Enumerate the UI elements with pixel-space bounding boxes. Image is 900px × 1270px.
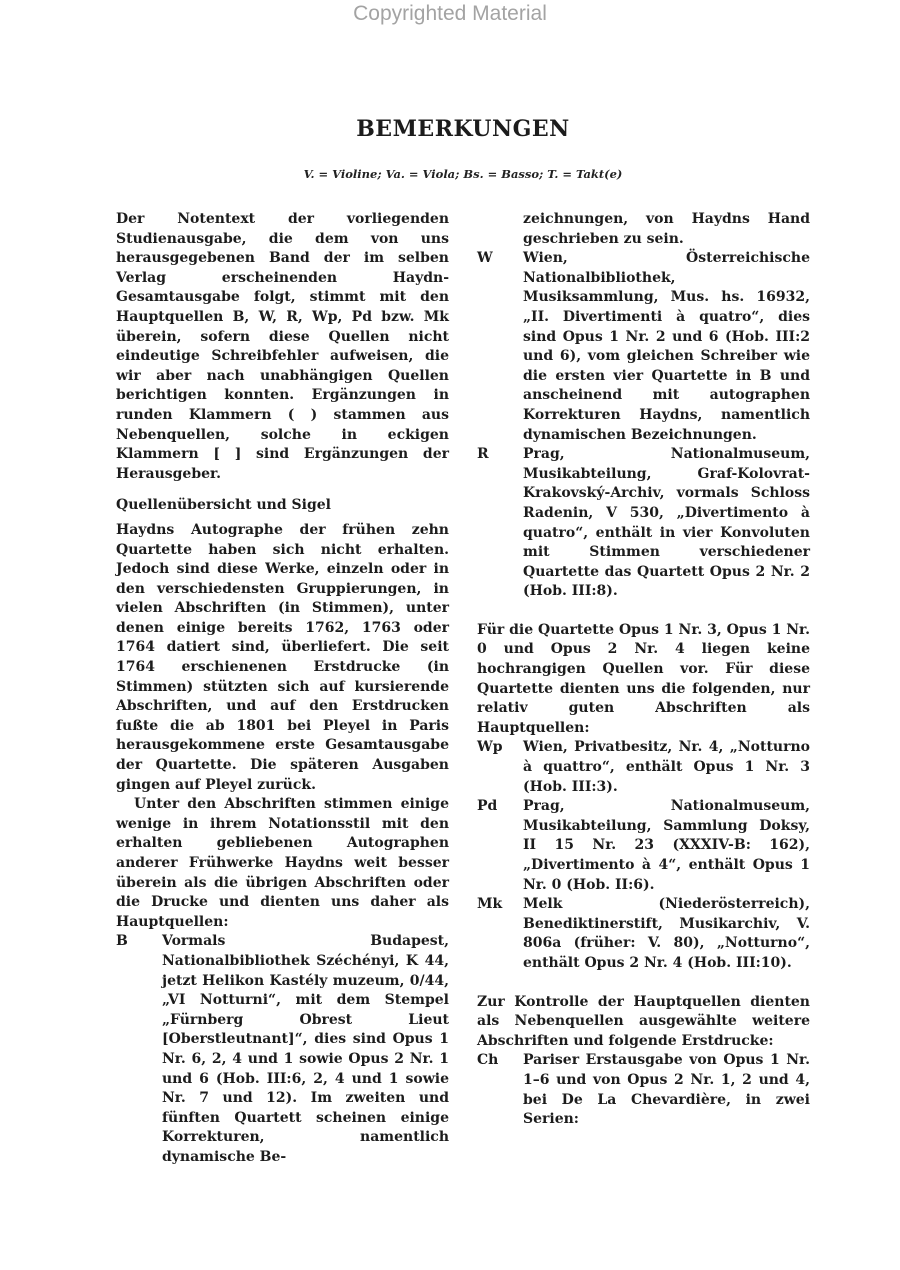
secondary-sources-paragraph: Für die Quartette Opus 1 Nr. 3, Opus 1 Nr. 0 und Opus 2 Nr. 4 liegen keine hochrangigen Quellen vor. Für diese Quartette dienten uns die folgenden, nur relativ guten Abschriften als Hauptquellen: <box>477 621 810 736</box>
source-entry-r <box>477 445 810 602</box>
source-sigel: Wp <box>477 739 503 756</box>
source-entry-pd <box>477 797 810 895</box>
source-description: Wien, Österreichische Nationalbibliothek, Musiksammlung, Mus. hs. 16932, „II. Divertimenti à quatro“, dies sind Opus 1 Nr. 2 und 6 (Hob. III:2 und 6), vom gleichen Schreiber wie die ersten vier Quartette in B und anscheinend mit autographen Korrekturen Haydns, namentlich dynamischen Bezeichnungen. <box>523 250 810 443</box>
watermark-text: Copyrighted Material <box>353 2 547 25</box>
source-entry-wp <box>477 738 810 797</box>
source-sigel: Ch <box>477 1052 499 1069</box>
source-entry-w <box>477 249 810 445</box>
source-description: zeichnungen, von Haydns Hand geschrieben zu sein. <box>523 211 810 247</box>
source-description: Wien, Privatbesitz, Nr. 4, „Notturno à quattro“, enthält Opus 1 Nr. 3 (Hob. III:3). <box>523 739 810 795</box>
section-heading: Quellenübersicht und Sigel <box>116 497 331 514</box>
page-edge <box>892 0 900 1270</box>
source-sigel: W <box>477 250 493 267</box>
control-sources-paragraph: Zur Kontrolle der Hauptquellen dienten als Nebenquellen ausgewählte weitere Abschriften und folgende Erstdrucke: <box>477 993 810 1049</box>
right-column <box>477 210 810 1130</box>
source-entry-ch <box>477 1051 810 1129</box>
left-column <box>116 210 449 1168</box>
source-description: Prag, Nationalmuseum, Musikabteilung, Graf-Kolovrat-Krakovský-Archiv, vormals Schloss Radenin, V 530, „Divertimento à quatro“, enthält in vier Konvoluten mit Stimmen verschiedener Quartette das Quartett Opus 2 Nr. 2 (Hob. III:8). <box>523 446 810 600</box>
source-sigel: R <box>477 446 489 463</box>
source-description: Melk (Niederösterreich), Benediktinerstift, Musikarchiv, V. 806a (früher: V. 80), „Notturno“, enthält Opus 2 Nr. 4 (Hob. III:10). <box>523 896 810 971</box>
source-entry-b <box>116 932 449 1167</box>
source-description: Vormals Budapest, Nationalbibliothek Széchényi, K 44, jetzt Helikon Kastély muzeum, 0/44, „VI Notturni“, mit dem Stempel „Fürnberg Obrest Lieut [Oberstleutnant]“, dies sind Opus 1 Nr. 6, 2, 4 und 1 sowie Opus 2 Nr. 1 und 6 (Hob. III:6, 2, 4 und 1 sowie Nr. 7 und 12). Im zweiten und fünften Quartett scheinen einige Korrekturen, namentlich dynamische Be- <box>162 933 449 1165</box>
source-sigel: Mk <box>477 896 503 913</box>
source-entry-mk <box>477 895 810 973</box>
abbreviations-line: V. = Violine; Va. = Viola; Bs. = Basso; T. = Takt(e) <box>303 167 623 181</box>
source-description: Prag, Nationalmuseum, Musikabteilung, Sammlung Doksy, II 15 Nr. 23 (XXXIV-B: 162), „Divertimento à 4“, enthält Opus 1 Nr. 0 (Hob. II:6). <box>523 798 810 893</box>
source-description: Pariser Erstausgabe von Opus 1 Nr. 1–6 und von Opus 2 Nr. 1, 2 und 4, bei De La Chevardière, in zwei Serien: <box>523 1052 810 1128</box>
sources-paragraph: Haydns Autographe der frühen zehn Quartette haben sich nicht erhalten. Jedoch sind diese Werke, einzeln oder in den verschiedensten Gruppierungen, in vielen Abschriften (in Stimmen), unter denen einige bereits 1762, 1763 oder 1764 datiert sind, überliefert. Die seit 1764 erschienenen Erstdrucke (in Stimmen) stützten sich auf kursierende Abschriften, und auf den Erstdrucken fußte die ab 1801 bei Pleyel in Paris herausgekommene erste Gesamtausgabe der Quartette. Die späteren Ausgaben gingen auf Pleyel zurück. <box>116 521 449 793</box>
source-entry-b-continued <box>477 210 810 249</box>
source-sigel: B <box>116 933 128 950</box>
source-sigel: Pd <box>477 798 498 815</box>
page-title: BEMERKUNGEN <box>356 116 570 142</box>
intro-paragraph: Der Notentext der vorliegenden Studienausgabe, die dem von uns herausgegebenen Band der im selben Verlag erscheinenden Haydn-Gesamtausgabe folgt, stimmt mit den Hauptquellen B, W, R, Wp, Pd bzw. Mk überein, sofern diese Quellen nicht eindeutige Schreibfehler aufweisen, die wir aber nach unabhängigen Quellen berichtigen konnten. Ergänzungen in runden Klammern ( ) stammen aus Nebenquellen, solche in eckigen Klammern [ ] sind Ergänzungen der Herausgeber. <box>116 211 449 482</box>
main-sources-paragraph: Unter den Abschriften stimmen einige wenige in ihrem Notationsstil mit den erhalten gebliebenen Autographen anderer Frühwerke Haydns weit besser überein als die übrigen Abschriften oder die Drucke und dienten uns daher als Hauptquellen: <box>116 796 449 930</box>
